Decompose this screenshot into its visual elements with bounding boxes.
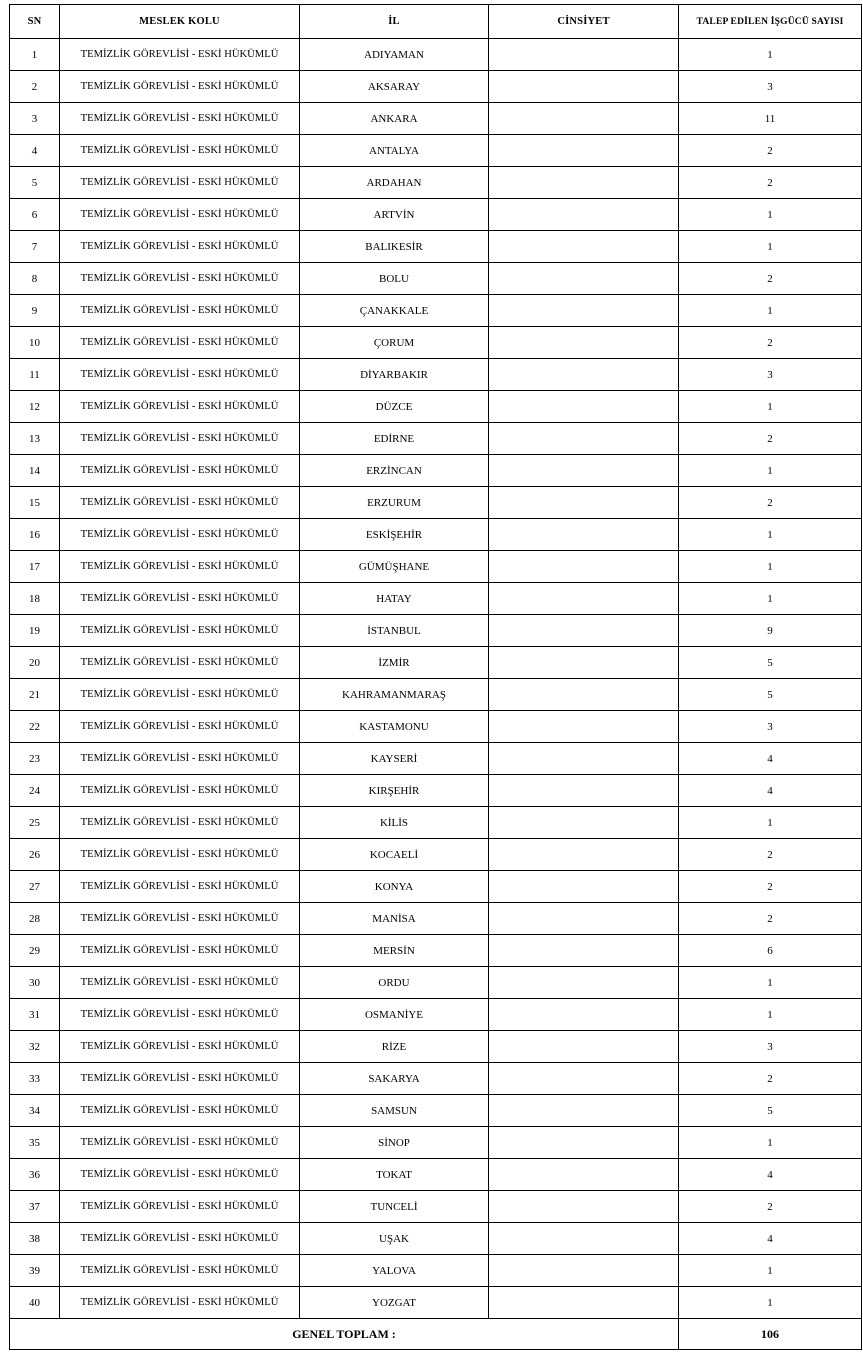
cell-sn: 2 bbox=[10, 71, 60, 103]
cell-sn: 35 bbox=[10, 1127, 60, 1159]
cell-talep-sayisi: 2 bbox=[679, 167, 862, 199]
header-row bbox=[10, 5, 862, 39]
cell-sn: 29 bbox=[10, 935, 60, 967]
cell-il: ÇANAKKALE bbox=[300, 295, 489, 327]
cell-sn: 36 bbox=[10, 1159, 60, 1191]
table-row bbox=[10, 423, 862, 455]
cell-cinsiyet bbox=[489, 1095, 679, 1127]
cell-meslek-kolu: TEMİZLİK GÖREVLİSİ - ESKİ HÜKÜMLÜ bbox=[60, 391, 300, 423]
cell-talep-sayisi: 1 bbox=[679, 39, 862, 71]
cell-sn: 31 bbox=[10, 999, 60, 1031]
cell-cinsiyet bbox=[489, 583, 679, 615]
cell-meslek-kolu: TEMİZLİK GÖREVLİSİ - ESKİ HÜKÜMLÜ bbox=[60, 1063, 300, 1095]
cell-cinsiyet bbox=[489, 1287, 679, 1319]
cell-cinsiyet bbox=[489, 1223, 679, 1255]
cell-meslek-kolu: TEMİZLİK GÖREVLİSİ - ESKİ HÜKÜMLÜ bbox=[60, 39, 300, 71]
cell-cinsiyet bbox=[489, 1031, 679, 1063]
cell-sn: 14 bbox=[10, 455, 60, 487]
cell-cinsiyet bbox=[489, 1063, 679, 1095]
cell-cinsiyet bbox=[489, 1255, 679, 1287]
cell-il: İZMİR bbox=[300, 647, 489, 679]
table-row bbox=[10, 583, 862, 615]
cell-sn: 19 bbox=[10, 615, 60, 647]
cell-sn: 26 bbox=[10, 839, 60, 871]
cell-meslek-kolu: TEMİZLİK GÖREVLİSİ - ESKİ HÜKÜMLÜ bbox=[60, 935, 300, 967]
cell-sn: 25 bbox=[10, 807, 60, 839]
table-row bbox=[10, 647, 862, 679]
cell-talep-sayisi: 2 bbox=[679, 135, 862, 167]
cell-il: SİNOP bbox=[300, 1127, 489, 1159]
cell-il: ÇORUM bbox=[300, 327, 489, 359]
cell-meslek-kolu: TEMİZLİK GÖREVLİSİ - ESKİ HÜKÜMLÜ bbox=[60, 903, 300, 935]
cell-il: ESKİŞEHİR bbox=[300, 519, 489, 551]
cell-cinsiyet bbox=[489, 263, 679, 295]
table-row bbox=[10, 1255, 862, 1287]
cell-il: ERZURUM bbox=[300, 487, 489, 519]
cell-cinsiyet bbox=[489, 839, 679, 871]
cell-il: SAKARYA bbox=[300, 1063, 489, 1095]
cell-cinsiyet bbox=[489, 39, 679, 71]
cell-sn: 21 bbox=[10, 679, 60, 711]
cell-cinsiyet bbox=[489, 519, 679, 551]
cell-cinsiyet bbox=[489, 1191, 679, 1223]
cell-il: KAHRAMANMARAŞ bbox=[300, 679, 489, 711]
cell-talep-sayisi: 2 bbox=[679, 423, 862, 455]
cell-il: KOCAELİ bbox=[300, 839, 489, 871]
cell-il: ANTALYA bbox=[300, 135, 489, 167]
cell-meslek-kolu: TEMİZLİK GÖREVLİSİ - ESKİ HÜKÜMLÜ bbox=[60, 423, 300, 455]
cell-meslek-kolu: TEMİZLİK GÖREVLİSİ - ESKİ HÜKÜMLÜ bbox=[60, 775, 300, 807]
cell-il: ARTVİN bbox=[300, 199, 489, 231]
cell-sn: 7 bbox=[10, 231, 60, 263]
table-row bbox=[10, 1127, 862, 1159]
table-row bbox=[10, 903, 862, 935]
table-row bbox=[10, 1223, 862, 1255]
table-row bbox=[10, 71, 862, 103]
cell-talep-sayisi: 4 bbox=[679, 1223, 862, 1255]
cell-talep-sayisi: 3 bbox=[679, 359, 862, 391]
cell-il: OSMANİYE bbox=[300, 999, 489, 1031]
table-row bbox=[10, 487, 862, 519]
table-row bbox=[10, 1095, 862, 1127]
cell-cinsiyet bbox=[489, 455, 679, 487]
cell-il: HATAY bbox=[300, 583, 489, 615]
cell-meslek-kolu: TEMİZLİK GÖREVLİSİ - ESKİ HÜKÜMLÜ bbox=[60, 1255, 300, 1287]
cell-talep-sayisi: 1 bbox=[679, 1127, 862, 1159]
cell-meslek-kolu: TEMİZLİK GÖREVLİSİ - ESKİ HÜKÜMLÜ bbox=[60, 295, 300, 327]
cell-meslek-kolu: TEMİZLİK GÖREVLİSİ - ESKİ HÜKÜMLÜ bbox=[60, 487, 300, 519]
table-row bbox=[10, 967, 862, 999]
cell-il: İSTANBUL bbox=[300, 615, 489, 647]
cell-cinsiyet bbox=[489, 935, 679, 967]
cell-sn: 3 bbox=[10, 103, 60, 135]
header-sn: SN bbox=[10, 5, 60, 39]
header-cinsiyet: CİNSİYET bbox=[489, 5, 679, 39]
cell-talep-sayisi: 4 bbox=[679, 743, 862, 775]
header-talep-sayisi: TALEP EDİLEN İŞGÜCÜ SAYISI bbox=[679, 5, 862, 39]
cell-talep-sayisi: 2 bbox=[679, 903, 862, 935]
table-row bbox=[10, 807, 862, 839]
cell-talep-sayisi: 3 bbox=[679, 1031, 862, 1063]
header-il: İL bbox=[300, 5, 489, 39]
cell-sn: 22 bbox=[10, 711, 60, 743]
cell-talep-sayisi: 4 bbox=[679, 775, 862, 807]
cell-cinsiyet bbox=[489, 231, 679, 263]
cell-meslek-kolu: TEMİZLİK GÖREVLİSİ - ESKİ HÜKÜMLÜ bbox=[60, 583, 300, 615]
cell-talep-sayisi: 5 bbox=[679, 647, 862, 679]
cell-sn: 10 bbox=[10, 327, 60, 359]
cell-sn: 1 bbox=[10, 39, 60, 71]
cell-sn: 11 bbox=[10, 359, 60, 391]
table-row bbox=[10, 199, 862, 231]
workforce-demand-table bbox=[9, 4, 862, 1350]
cell-sn: 4 bbox=[10, 135, 60, 167]
cell-cinsiyet bbox=[489, 967, 679, 999]
cell-talep-sayisi: 2 bbox=[679, 839, 862, 871]
cell-sn: 23 bbox=[10, 743, 60, 775]
cell-sn: 9 bbox=[10, 295, 60, 327]
cell-il: SAMSUN bbox=[300, 1095, 489, 1127]
cell-cinsiyet bbox=[489, 775, 679, 807]
cell-meslek-kolu: TEMİZLİK GÖREVLİSİ - ESKİ HÜKÜMLÜ bbox=[60, 1095, 300, 1127]
cell-sn: 12 bbox=[10, 391, 60, 423]
cell-cinsiyet bbox=[489, 487, 679, 519]
cell-cinsiyet bbox=[489, 103, 679, 135]
cell-sn: 20 bbox=[10, 647, 60, 679]
cell-talep-sayisi: 1 bbox=[679, 391, 862, 423]
cell-meslek-kolu: TEMİZLİK GÖREVLİSİ - ESKİ HÜKÜMLÜ bbox=[60, 807, 300, 839]
cell-il: KIRŞEHİR bbox=[300, 775, 489, 807]
cell-cinsiyet bbox=[489, 551, 679, 583]
cell-cinsiyet bbox=[489, 871, 679, 903]
cell-sn: 8 bbox=[10, 263, 60, 295]
table-row bbox=[10, 103, 862, 135]
cell-talep-sayisi: 1 bbox=[679, 455, 862, 487]
table-row bbox=[10, 263, 862, 295]
cell-il: UŞAK bbox=[300, 1223, 489, 1255]
cell-talep-sayisi: 2 bbox=[679, 1063, 862, 1095]
table-row bbox=[10, 551, 862, 583]
cell-talep-sayisi: 1 bbox=[679, 199, 862, 231]
cell-talep-sayisi: 11 bbox=[679, 103, 862, 135]
cell-meslek-kolu: TEMİZLİK GÖREVLİSİ - ESKİ HÜKÜMLÜ bbox=[60, 1287, 300, 1319]
cell-il: KASTAMONU bbox=[300, 711, 489, 743]
table-row bbox=[10, 871, 862, 903]
cell-talep-sayisi: 1 bbox=[679, 967, 862, 999]
cell-talep-sayisi: 9 bbox=[679, 615, 862, 647]
cell-talep-sayisi: 1 bbox=[679, 519, 862, 551]
cell-talep-sayisi: 3 bbox=[679, 711, 862, 743]
cell-il: ORDU bbox=[300, 967, 489, 999]
cell-il: GÜMÜŞHANE bbox=[300, 551, 489, 583]
cell-talep-sayisi: 1 bbox=[679, 999, 862, 1031]
cell-cinsiyet bbox=[489, 679, 679, 711]
cell-sn: 27 bbox=[10, 871, 60, 903]
cell-meslek-kolu: TEMİZLİK GÖREVLİSİ - ESKİ HÜKÜMLÜ bbox=[60, 167, 300, 199]
cell-meslek-kolu: TEMİZLİK GÖREVLİSİ - ESKİ HÜKÜMLÜ bbox=[60, 1159, 300, 1191]
cell-cinsiyet bbox=[489, 999, 679, 1031]
table-row bbox=[10, 327, 862, 359]
cell-cinsiyet bbox=[489, 327, 679, 359]
cell-meslek-kolu: TEMİZLİK GÖREVLİSİ - ESKİ HÜKÜMLÜ bbox=[60, 647, 300, 679]
table-row bbox=[10, 455, 862, 487]
cell-sn: 16 bbox=[10, 519, 60, 551]
cell-talep-sayisi: 2 bbox=[679, 487, 862, 519]
table-row bbox=[10, 167, 862, 199]
cell-sn: 17 bbox=[10, 551, 60, 583]
table-row bbox=[10, 39, 862, 71]
cell-il: BALIKESİR bbox=[300, 231, 489, 263]
cell-talep-sayisi: 1 bbox=[679, 551, 862, 583]
cell-cinsiyet bbox=[489, 295, 679, 327]
cell-meslek-kolu: TEMİZLİK GÖREVLİSİ - ESKİ HÜKÜMLÜ bbox=[60, 135, 300, 167]
table-row bbox=[10, 295, 862, 327]
cell-sn: 5 bbox=[10, 167, 60, 199]
cell-meslek-kolu: TEMİZLİK GÖREVLİSİ - ESKİ HÜKÜMLÜ bbox=[60, 231, 300, 263]
cell-cinsiyet bbox=[489, 1127, 679, 1159]
cell-cinsiyet bbox=[489, 71, 679, 103]
cell-cinsiyet bbox=[489, 807, 679, 839]
header-meslek-kolu: MESLEK KOLU bbox=[60, 5, 300, 39]
cell-il: YALOVA bbox=[300, 1255, 489, 1287]
table-row bbox=[10, 999, 862, 1031]
cell-meslek-kolu: TEMİZLİK GÖREVLİSİ - ESKİ HÜKÜMLÜ bbox=[60, 1191, 300, 1223]
cell-cinsiyet bbox=[489, 1159, 679, 1191]
cell-meslek-kolu: TEMİZLİK GÖREVLİSİ - ESKİ HÜKÜMLÜ bbox=[60, 743, 300, 775]
cell-cinsiyet bbox=[489, 199, 679, 231]
cell-meslek-kolu: TEMİZLİK GÖREVLİSİ - ESKİ HÜKÜMLÜ bbox=[60, 871, 300, 903]
table-row bbox=[10, 1063, 862, 1095]
cell-il: MERSİN bbox=[300, 935, 489, 967]
table-row bbox=[10, 935, 862, 967]
total-value: 106 bbox=[679, 1319, 862, 1350]
cell-cinsiyet bbox=[489, 135, 679, 167]
cell-meslek-kolu: TEMİZLİK GÖREVLİSİ - ESKİ HÜKÜMLÜ bbox=[60, 359, 300, 391]
cell-il: DİYARBAKIR bbox=[300, 359, 489, 391]
cell-meslek-kolu: TEMİZLİK GÖREVLİSİ - ESKİ HÜKÜMLÜ bbox=[60, 711, 300, 743]
cell-sn: 6 bbox=[10, 199, 60, 231]
cell-cinsiyet bbox=[489, 647, 679, 679]
cell-il: BOLU bbox=[300, 263, 489, 295]
cell-cinsiyet bbox=[489, 391, 679, 423]
table-row bbox=[10, 615, 862, 647]
cell-talep-sayisi: 1 bbox=[679, 1287, 862, 1319]
cell-sn: 37 bbox=[10, 1191, 60, 1223]
cell-talep-sayisi: 5 bbox=[679, 1095, 862, 1127]
cell-sn: 15 bbox=[10, 487, 60, 519]
cell-il: ARDAHAN bbox=[300, 167, 489, 199]
cell-il: MANİSA bbox=[300, 903, 489, 935]
cell-meslek-kolu: TEMİZLİK GÖREVLİSİ - ESKİ HÜKÜMLÜ bbox=[60, 71, 300, 103]
cell-sn: 33 bbox=[10, 1063, 60, 1095]
cell-meslek-kolu: TEMİZLİK GÖREVLİSİ - ESKİ HÜKÜMLÜ bbox=[60, 967, 300, 999]
cell-cinsiyet bbox=[489, 711, 679, 743]
cell-il: ADIYAMAN bbox=[300, 39, 489, 71]
cell-meslek-kolu: TEMİZLİK GÖREVLİSİ - ESKİ HÜKÜMLÜ bbox=[60, 615, 300, 647]
cell-meslek-kolu: TEMİZLİK GÖREVLİSİ - ESKİ HÜKÜMLÜ bbox=[60, 327, 300, 359]
table-row bbox=[10, 359, 862, 391]
cell-sn: 24 bbox=[10, 775, 60, 807]
cell-talep-sayisi: 1 bbox=[679, 295, 862, 327]
cell-sn: 13 bbox=[10, 423, 60, 455]
cell-talep-sayisi: 4 bbox=[679, 1159, 862, 1191]
cell-meslek-kolu: TEMİZLİK GÖREVLİSİ - ESKİ HÜKÜMLÜ bbox=[60, 1223, 300, 1255]
cell-sn: 40 bbox=[10, 1287, 60, 1319]
cell-meslek-kolu: TEMİZLİK GÖREVLİSİ - ESKİ HÜKÜMLÜ bbox=[60, 839, 300, 871]
table-row bbox=[10, 1031, 862, 1063]
cell-cinsiyet bbox=[489, 743, 679, 775]
table-row bbox=[10, 1287, 862, 1319]
cell-il: AKSARAY bbox=[300, 71, 489, 103]
cell-cinsiyet bbox=[489, 359, 679, 391]
cell-sn: 38 bbox=[10, 1223, 60, 1255]
table-row bbox=[10, 839, 862, 871]
cell-il: TOKAT bbox=[300, 1159, 489, 1191]
cell-sn: 30 bbox=[10, 967, 60, 999]
cell-il: EDİRNE bbox=[300, 423, 489, 455]
cell-meslek-kolu: TEMİZLİK GÖREVLİSİ - ESKİ HÜKÜMLÜ bbox=[60, 199, 300, 231]
cell-sn: 32 bbox=[10, 1031, 60, 1063]
cell-cinsiyet bbox=[489, 423, 679, 455]
cell-cinsiyet bbox=[489, 903, 679, 935]
cell-cinsiyet bbox=[489, 167, 679, 199]
total-label: GENEL TOPLAM : bbox=[10, 1319, 679, 1350]
table-row bbox=[10, 1159, 862, 1191]
cell-talep-sayisi: 3 bbox=[679, 71, 862, 103]
cell-meslek-kolu: TEMİZLİK GÖREVLİSİ - ESKİ HÜKÜMLÜ bbox=[60, 455, 300, 487]
cell-sn: 28 bbox=[10, 903, 60, 935]
cell-sn: 18 bbox=[10, 583, 60, 615]
table-row bbox=[10, 391, 862, 423]
table-body bbox=[10, 39, 862, 1319]
cell-il: KİLİS bbox=[300, 807, 489, 839]
cell-meslek-kolu: TEMİZLİK GÖREVLİSİ - ESKİ HÜKÜMLÜ bbox=[60, 519, 300, 551]
cell-il: RİZE bbox=[300, 1031, 489, 1063]
cell-il: YOZGAT bbox=[300, 1287, 489, 1319]
cell-il: ANKARA bbox=[300, 103, 489, 135]
cell-il: ERZİNCAN bbox=[300, 455, 489, 487]
table-row bbox=[10, 711, 862, 743]
cell-meslek-kolu: TEMİZLİK GÖREVLİSİ - ESKİ HÜKÜMLÜ bbox=[60, 1127, 300, 1159]
cell-meslek-kolu: TEMİZLİK GÖREVLİSİ - ESKİ HÜKÜMLÜ bbox=[60, 263, 300, 295]
cell-il: TUNCELİ bbox=[300, 1191, 489, 1223]
cell-il: DÜZCE bbox=[300, 391, 489, 423]
cell-sn: 34 bbox=[10, 1095, 60, 1127]
cell-il: KAYSERİ bbox=[300, 743, 489, 775]
table-row bbox=[10, 135, 862, 167]
cell-sn: 39 bbox=[10, 1255, 60, 1287]
cell-meslek-kolu: TEMİZLİK GÖREVLİSİ - ESKİ HÜKÜMLÜ bbox=[60, 103, 300, 135]
total-row bbox=[10, 1319, 862, 1350]
cell-talep-sayisi: 1 bbox=[679, 583, 862, 615]
cell-meslek-kolu: TEMİZLİK GÖREVLİSİ - ESKİ HÜKÜMLÜ bbox=[60, 679, 300, 711]
cell-meslek-kolu: TEMİZLİK GÖREVLİSİ - ESKİ HÜKÜMLÜ bbox=[60, 1031, 300, 1063]
cell-talep-sayisi: 5 bbox=[679, 679, 862, 711]
table-row bbox=[10, 1191, 862, 1223]
cell-meslek-kolu: TEMİZLİK GÖREVLİSİ - ESKİ HÜKÜMLÜ bbox=[60, 999, 300, 1031]
table-row bbox=[10, 679, 862, 711]
cell-meslek-kolu: TEMİZLİK GÖREVLİSİ - ESKİ HÜKÜMLÜ bbox=[60, 551, 300, 583]
table-row bbox=[10, 743, 862, 775]
cell-talep-sayisi: 1 bbox=[679, 1255, 862, 1287]
table-row bbox=[10, 519, 862, 551]
table-row bbox=[10, 231, 862, 263]
table-row bbox=[10, 775, 862, 807]
cell-talep-sayisi: 2 bbox=[679, 263, 862, 295]
cell-talep-sayisi: 2 bbox=[679, 327, 862, 359]
cell-talep-sayisi: 6 bbox=[679, 935, 862, 967]
cell-talep-sayisi: 1 bbox=[679, 807, 862, 839]
cell-il: KONYA bbox=[300, 871, 489, 903]
cell-cinsiyet bbox=[489, 615, 679, 647]
cell-talep-sayisi: 2 bbox=[679, 1191, 862, 1223]
cell-talep-sayisi: 2 bbox=[679, 871, 862, 903]
cell-talep-sayisi: 1 bbox=[679, 231, 862, 263]
